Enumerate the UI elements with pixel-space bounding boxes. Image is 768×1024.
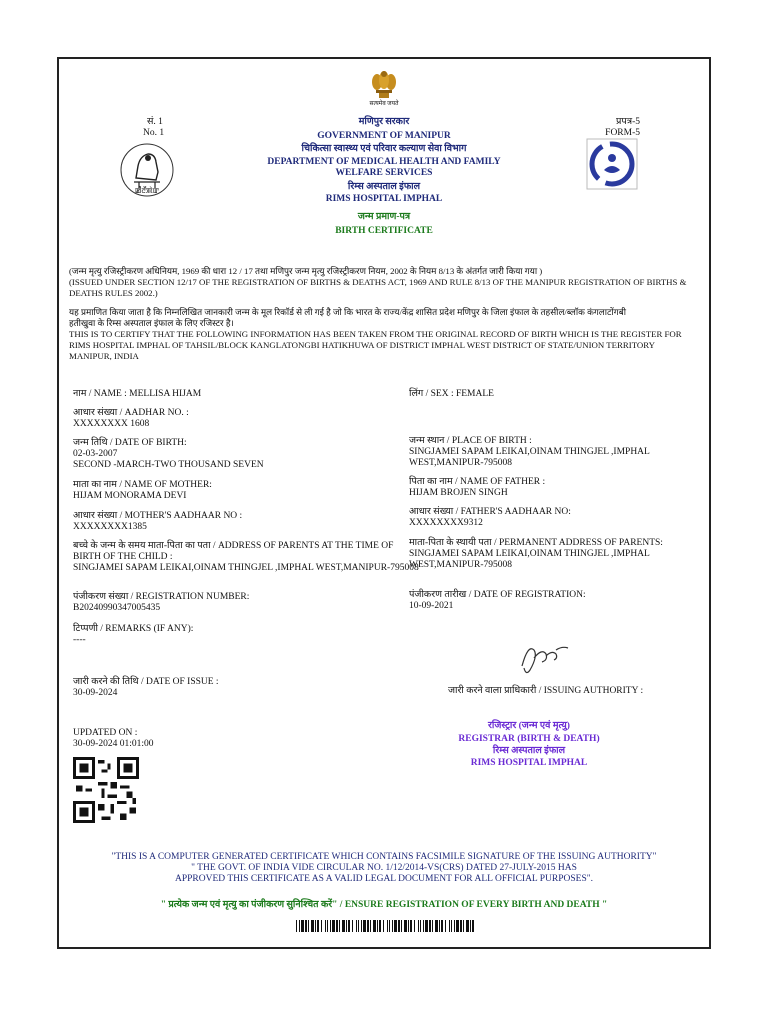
sex-field: लिंग / SEX : FEMALE xyxy=(409,389,494,399)
father-aadhaar-value: XXXXXXXX9312 xyxy=(409,518,483,528)
form-no-en: FORM-5 xyxy=(605,128,640,138)
updated-on-value: 30-09-2024 01:01:00 xyxy=(73,739,154,749)
registrar-hospital-hi: रिम्स अस्पताल इंफाल xyxy=(492,746,566,756)
national-emblem-icon xyxy=(369,68,399,102)
mother-aadhaar-label: आधार संख्या / MOTHER'S AADHAAR NO : xyxy=(73,511,243,521)
registrar-title-en: REGISTRAR (BIRTH & DEATH) xyxy=(458,734,600,744)
name-field: नाम / NAME : MELLISA HIJAM xyxy=(73,389,202,399)
certify-en-3: MANIPUR, INDIA xyxy=(69,351,139,361)
certificate-title-hi: जन्म प्रमाण-पत्र xyxy=(357,212,411,222)
govt-name-hi: मणिपुर सरकार xyxy=(358,117,410,127)
dept-name-en-2: WELFARE SERVICES xyxy=(335,168,433,178)
registration-number-value: B20240990347005435 xyxy=(73,603,161,613)
form-no-hi: प्रपत्र-5 xyxy=(616,117,640,127)
mother-aadhaar-value: XXXXXXXX1385 xyxy=(73,522,147,532)
aadhar-value: XXXXXXXX 1608 xyxy=(73,419,150,429)
place-of-birth-value-2: WEST,MANIPUR-795008 xyxy=(409,458,513,468)
registration-number-label: पंजीकरण संख्या / REGISTRATION NUMBER: xyxy=(73,592,250,602)
serial-no-hi: सं. 1 xyxy=(147,117,163,127)
footer-note-1: "THIS IS A COMPUTER GENERATED CERTIFICATE WHICH CONTAINS FACSIMILE SIGNATURE OF THE ISSUING AUTHORITY" xyxy=(111,852,657,862)
footer-note-3: APPROVED THIS CERTIFICATE AS A VALID LEGAL DOCUMENT FOR ALL OFFICIAL PURPOSES". xyxy=(174,874,594,884)
father-aadhaar-label: आधार संख्या / FATHER'S AADHAAR NO: xyxy=(409,507,571,517)
manipur-emblem-text: ꯀꯪꯂꯩꯄꯥꯛ xyxy=(134,187,160,195)
dept-name-en-1: DEPARTMENT OF MEDICAL HEALTH AND FAMILY xyxy=(267,157,501,167)
dept-name-hi: चिकित्सा स्वास्थ्य एवं परिवार कल्याण सेवा विभाग xyxy=(301,144,467,154)
issued-under-en-1: (ISSUED UNDER SECTION 12/17 OF THE REGISTRATION OF BIRTHS & DEATHS ACT, 1969 AND RULE 8/13 OF THE MANIPUR REGISTRATION OF BIRTHS & xyxy=(69,277,687,287)
serial-no-en: No. 1 xyxy=(143,128,165,138)
place-of-birth-label: जन्म स्थान / PLACE OF BIRTH : xyxy=(409,436,532,446)
mother-name-label: माता का नाम / NAME OF MOTHER: xyxy=(73,480,212,490)
registration-date-label: पंजीकरण तारीख / DATE OF REGISTRATION: xyxy=(409,590,586,600)
mother-name-value: HIJAM MONORAMA DEVI xyxy=(73,491,187,501)
hospital-name-en: RIMS HOSPITAL IMPHAL xyxy=(325,194,443,204)
date-of-issue-label: जारी करने की तिथि / DATE OF ISSUE : xyxy=(73,677,219,687)
aadhar-label: आधार संख्या / AADHAR NO. : xyxy=(73,408,189,418)
remarks-value: ---- xyxy=(73,635,86,645)
father-name-label: पिता का नाम / NAME OF FATHER : xyxy=(409,477,546,487)
address-at-birth-label-1: बच्चे के जन्म के समय माता-पिता का पता / ADDRESS OF PARENTS AT THE TIME OF xyxy=(73,541,394,551)
dob-value: 02-03-2007 xyxy=(73,449,118,459)
issued-under-en-2: DEATHS RULES 2002.) xyxy=(69,288,158,298)
crs-logo-icon xyxy=(586,138,638,190)
registration-date-value: 10-09-2021 xyxy=(409,601,454,611)
footer-note-2: " THE GOVT. OF INDIA VIDE CIRCULAR NO. 1/12/2014-VS(CRS) DATED 27-JULY-2015 HAS xyxy=(191,863,577,873)
permanent-address-value-1: SINGJAMEI SAPAM LEIKAI,OINAM THINGJEL ,IMPHAL xyxy=(409,549,650,559)
dob-label: जन्म तिथि / DATE OF BIRTH: xyxy=(73,438,187,448)
remarks-label: टिप्पणी / REMARKS (IF ANY): xyxy=(73,624,194,634)
registrar-hospital-en: RIMS HOSPITAL IMPHAL xyxy=(470,758,588,768)
hospital-name-hi: रिम्स अस्पताल इंफाल xyxy=(347,182,421,192)
father-name-value: HIJAM BROJEN SINGH xyxy=(409,488,508,498)
permanent-address-label: माता-पिता के स्थायी पता / PERMANENT ADDRESS OF PARENTS: xyxy=(409,538,663,548)
certify-hi-1: यह प्रमाणित किया जाता है कि निम्नलिखित जानकारी जन्म के मूल रिकॉर्ड से ली गई है जो कि भारत के राज्य/केंद्र शासित प्रदेश मणिपुर के जिला इंफाल के तहसील/ब्लॉक कंगलाटोंगबी xyxy=(69,307,627,317)
date-of-issue-value: 30-09-2024 xyxy=(73,688,118,698)
registrar-title-hi: रजिस्ट्रार (जन्म एवं मृत्यु) xyxy=(488,721,570,731)
signature-icon xyxy=(512,636,574,678)
issuing-authority-label: जारी करने वाला प्राधिकारी / ISSUING AUTHORITY : xyxy=(448,686,644,696)
issued-under-hi: (जन्म मृत्यु रजिस्ट्रीकरण अधिनियम, 1969 की धारा 12 / 17 तथा मणिपुर जन्म मृत्यु रजिस्ट्रीकरण नियम, 2002 के नियम 8/13 के अंतर्गत जारी किया गया ) xyxy=(69,266,543,276)
emblem-motto: सत्यमेव जयते xyxy=(369,101,399,107)
barcode-icon xyxy=(296,920,476,932)
certificate-title-en: BIRTH CERTIFICATE xyxy=(335,226,433,236)
certify-en-1: THIS IS TO CERTIFY THAT THE FOLLOWING INFORMATION HAS BEEN TAKEN FROM THE ORIGINAL RECORD OF BIRTH WHICH IS THE REGISTER FOR xyxy=(69,329,682,339)
permanent-address-value-2: WEST,MANIPUR-795008 xyxy=(409,560,513,570)
certify-en-2: RIMS HOSPITAL IMPHAL OF TAHSIL/BLOCK KANGLATONGBI HATIKHUWA OF DISTRICT IMPHAL WEST DISTRICT OF STATE/UNION TERRITORY xyxy=(69,340,656,350)
govt-name-en: GOVERNMENT OF MANIPUR xyxy=(317,131,451,141)
dob-words: SECOND -MARCH-TWO THOUSAND SEVEN xyxy=(73,460,264,470)
certify-hi-2: हतीखुवा के रिम्स अस्पताल इंफाल के लिए रजिस्टर है। xyxy=(69,318,234,328)
address-at-birth-label-2: BIRTH OF THE CHILD : xyxy=(73,552,173,562)
place-of-birth-value-1: SINGJAMEI SAPAM LEIKAI,OINAM THINGJEL ,IMPHAL xyxy=(409,447,650,457)
qr-code-icon xyxy=(73,757,139,823)
updated-on-label: UPDATED ON : xyxy=(73,728,138,738)
footer-slogan: " प्रत्येक जन्म एवं मृत्यु का पंजीकरण सुनिश्चित करें" / ENSURE REGISTRATION OF EVERY BIRTH AND DEATH " xyxy=(160,900,608,910)
address-at-birth-value: SINGJAMEI SAPAM LEIKAI,OINAM THINGJEL ,IMPHAL WEST,MANIPUR-795008 xyxy=(73,563,419,573)
